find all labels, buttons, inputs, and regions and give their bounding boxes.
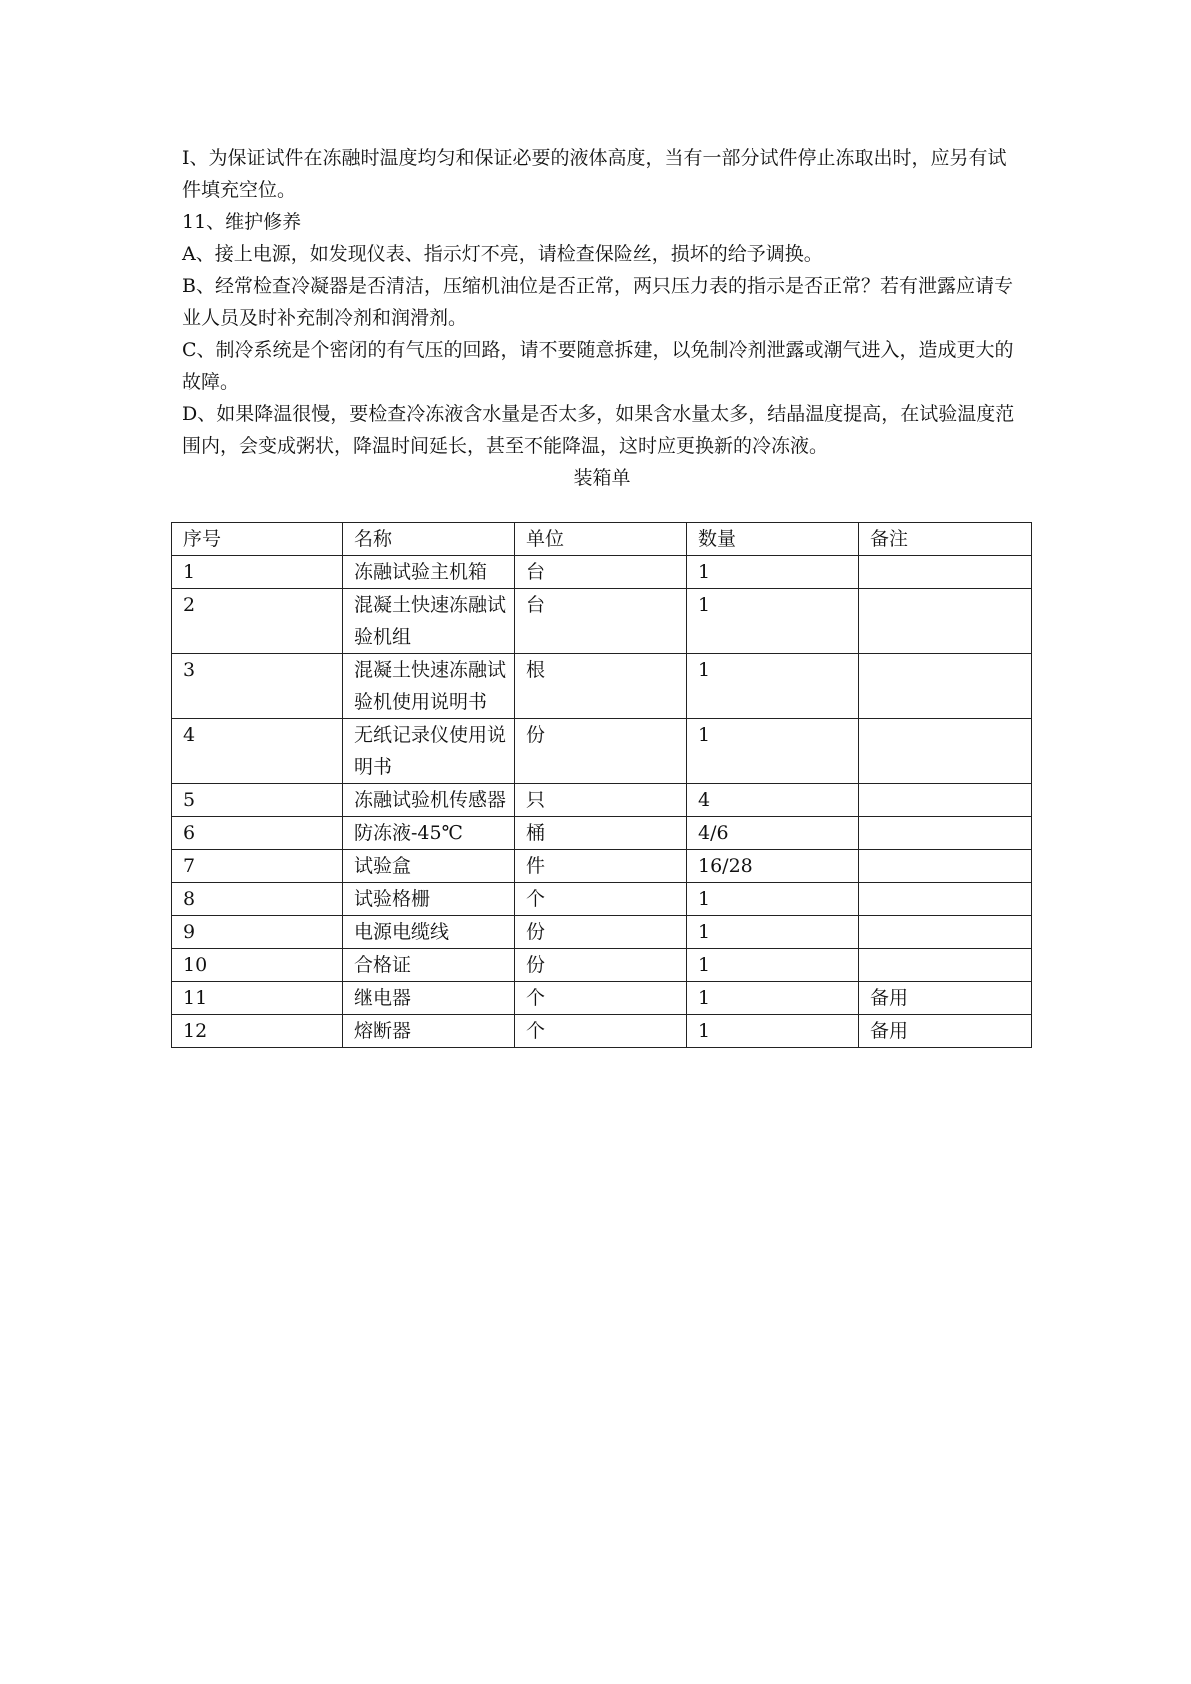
cell-remarks: 备用 [859, 1015, 1032, 1048]
paragraph-item-c: C、制冷系统是个密闭的有气压的回路，请不要随意拆建，以免制冷剂泄露或潮气进入，造成更大的故障。 [182, 339, 1014, 393]
cell-unit: 台 [515, 589, 687, 654]
cell-number: 9 [172, 916, 343, 949]
cell-remarks [859, 949, 1032, 982]
cell-number: 6 [172, 817, 343, 850]
cell-name: 继电器 [343, 982, 515, 1015]
cell-name: 合格证 [343, 949, 515, 982]
cell-name: 冻融试验机传感器 [343, 784, 515, 817]
cell-number: 11 [172, 982, 343, 1015]
cell-name: 熔断器 [343, 1015, 515, 1048]
cell-name: 混凝土快速冻融试验机组 [343, 589, 515, 654]
table-header-row [172, 523, 1032, 556]
table-row [172, 1015, 1032, 1048]
cell-remarks [859, 654, 1032, 719]
cell-name: 电源电缆线 [343, 916, 515, 949]
table-row [172, 556, 1032, 589]
column-header-unit: 单位 [515, 523, 687, 556]
cell-unit: 个 [515, 982, 687, 1015]
cell-name: 试验格栅 [343, 883, 515, 916]
packing-list-title: 装箱单 [573, 467, 631, 489]
cell-unit: 份 [515, 949, 687, 982]
cell-number: 3 [172, 654, 343, 719]
cell-remarks [859, 719, 1032, 784]
cell-remarks [859, 883, 1032, 916]
cell-unit: 只 [515, 784, 687, 817]
table-row [172, 589, 1032, 654]
table-row [172, 916, 1032, 949]
cell-unit: 件 [515, 850, 687, 883]
cell-unit: 个 [515, 883, 687, 916]
cell-quantity: 4/6 [687, 817, 859, 850]
cell-number: 2 [172, 589, 343, 654]
packing-list-table [171, 522, 1032, 1048]
cell-unit: 份 [515, 719, 687, 784]
cell-unit: 份 [515, 916, 687, 949]
column-header-name: 名称 [343, 523, 515, 556]
paragraph-item-a: A、接上电源，如发现仪表、指示灯不亮，请检查保险丝，损坏的给予调换。 [182, 243, 823, 265]
cell-number: 4 [172, 719, 343, 784]
paragraph-item-i: I、为保证试件在冻融时温度均匀和保证必要的液体高度，当有一部分试件停止冻取出时，应另有试件填充空位。 [182, 147, 1007, 201]
column-header-remarks: 备注 [859, 523, 1032, 556]
table-row [172, 719, 1032, 784]
cell-quantity: 1 [687, 1015, 859, 1048]
cell-number: 5 [172, 784, 343, 817]
cell-name: 无纸记录仪使用说明书 [343, 719, 515, 784]
table-row [172, 654, 1032, 719]
column-header-number: 序号 [172, 523, 343, 556]
column-header-quantity: 数量 [687, 523, 859, 556]
cell-quantity: 1 [687, 982, 859, 1015]
cell-number: 8 [172, 883, 343, 916]
table-row [172, 784, 1032, 817]
paragraph-item-b: B、经常检查冷凝器是否清洁，压缩机油位是否正常，两只压力表的指示是否正常？若有泄露应请专业人员及时补充制冷剂和润滑剂。 [182, 275, 1013, 329]
cell-quantity: 1 [687, 556, 859, 589]
table-row [172, 883, 1032, 916]
cell-name: 防冻液-45℃ [343, 817, 515, 850]
cell-remarks [859, 850, 1032, 883]
cell-quantity: 1 [687, 883, 859, 916]
cell-quantity: 1 [687, 719, 859, 784]
document-body [182, 142, 1022, 494]
cell-quantity: 16/28 [687, 850, 859, 883]
cell-unit: 个 [515, 1015, 687, 1048]
cell-unit: 根 [515, 654, 687, 719]
section-heading-maintenance: 11、维护修养 [182, 211, 302, 233]
cell-remarks [859, 589, 1032, 654]
cell-quantity: 4 [687, 784, 859, 817]
cell-quantity: 1 [687, 916, 859, 949]
cell-number: 1 [172, 556, 343, 589]
table-row [172, 817, 1032, 850]
cell-unit: 台 [515, 556, 687, 589]
cell-name: 混凝土快速冻融试验机使用说明书 [343, 654, 515, 719]
cell-quantity: 1 [687, 589, 859, 654]
table-row [172, 982, 1032, 1015]
cell-unit: 桶 [515, 817, 687, 850]
cell-name: 试验盒 [343, 850, 515, 883]
cell-remarks [859, 916, 1032, 949]
cell-name: 冻融试验主机箱 [343, 556, 515, 589]
paragraph-item-d: D、如果降温很慢，要检查冷冻液含水量是否太多，如果含水量太多，结晶温度提高，在试验温度范围内，会变成粥状，降温时间延长，甚至不能降温，这时应更换新的冷冻液。 [182, 403, 1015, 457]
cell-number: 12 [172, 1015, 343, 1048]
cell-remarks [859, 556, 1032, 589]
table-row [172, 850, 1032, 883]
cell-remarks: 备用 [859, 982, 1032, 1015]
cell-number: 7 [172, 850, 343, 883]
cell-number: 10 [172, 949, 343, 982]
cell-remarks [859, 784, 1032, 817]
cell-quantity: 1 [687, 654, 859, 719]
cell-quantity: 1 [687, 949, 859, 982]
cell-remarks [859, 817, 1032, 850]
table-row [172, 949, 1032, 982]
